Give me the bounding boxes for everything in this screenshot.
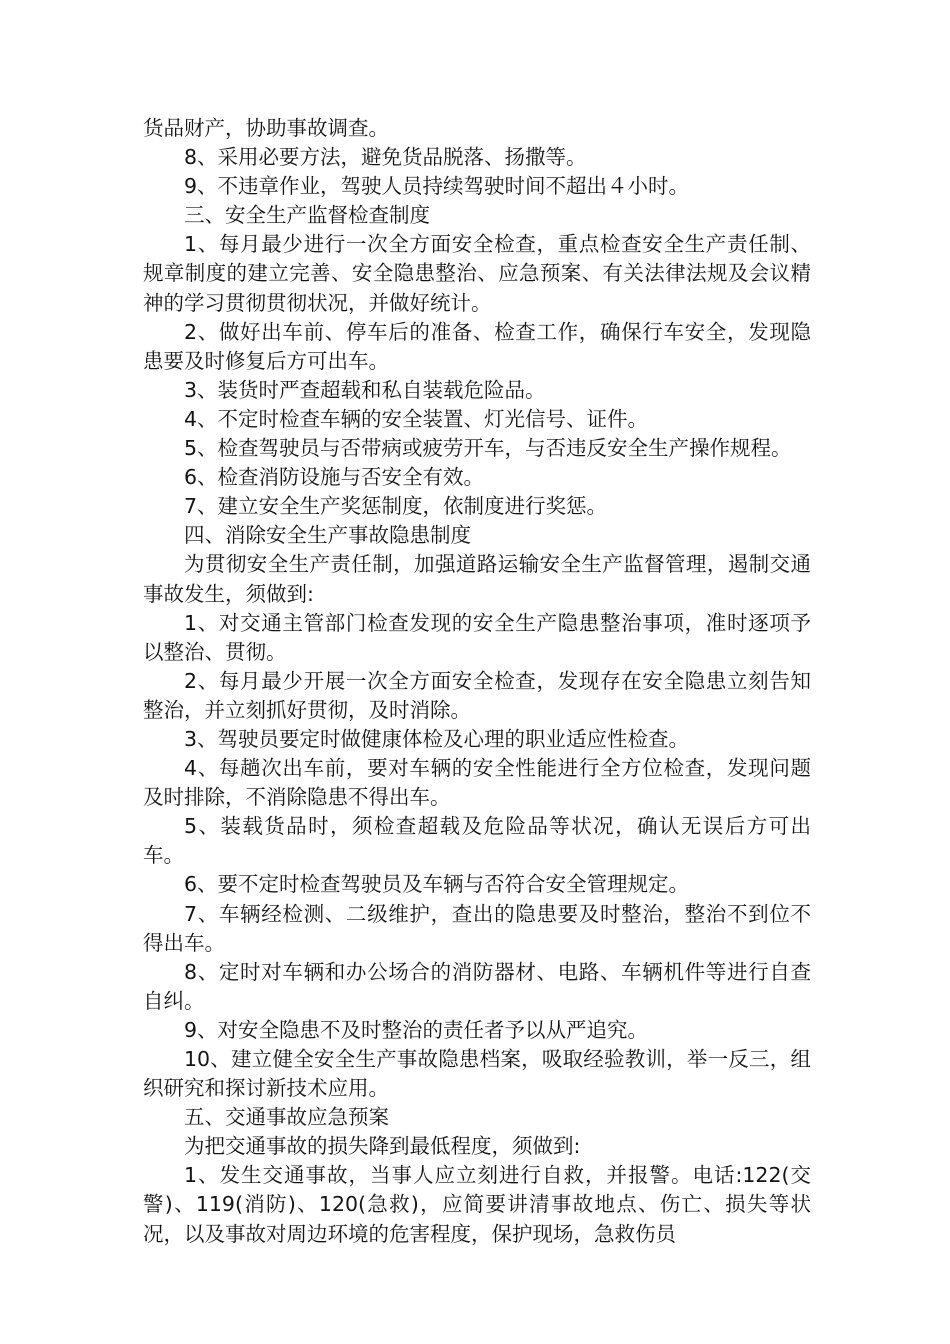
paragraph: 8、采用必要方法，避免货品脱落、扬撒等。 xyxy=(184,145,587,170)
paragraph: 5、装载货品时，须检查超载及危险品等状况，确认无误后方可出车。 xyxy=(143,814,811,868)
paragraph: 为把交通事故的损失降到最低程度，须做到: xyxy=(184,1134,581,1159)
paragraph: 10、建立健全安全生产事故隐患档案，吸取经验教训，举一反三，组织研究和探讨新技术应用。 xyxy=(143,1047,811,1101)
paragraph: 2、做好出车前、停车后的准备、检查工作，确保行车安全，发现隐患要及时修复后方可出车。 xyxy=(143,319,811,373)
paragraph: 6、检查消防设施与否安全有效。 xyxy=(184,465,485,490)
section-heading: 五、交通事故应急预案 xyxy=(184,1105,389,1130)
paragraph: 7、建立安全生产奖惩制度，依制度进行奖惩。 xyxy=(184,494,608,519)
paragraph: 3、驾驶员要定时做健康体检及心理的职业适应性检查。 xyxy=(184,726,690,751)
paragraph: 1、发生交通事故，当事人应立刻进行自救，并报警。电话:122(交警)、119(消防)、120(急救)，应简要讲清事故地点、伤亡、损失等状况，以及事故对周边环境的危害程度，保护现场，急救伤员 xyxy=(143,1163,811,1246)
paragraph: 3、装货时严查超载和私自装载危险品。 xyxy=(184,377,546,402)
paragraph: 4、每趟次出车前，要对车辆的安全性能进行全方位检查，发现问题及时排除，不消除隐患不得出车。 xyxy=(143,756,811,810)
paragraph: 9、对安全隐患不及时整治的责任者予以从严追究。 xyxy=(184,1017,649,1042)
document-body xyxy=(143,114,811,1249)
paragraph: 8、定时对车辆和办公场合的消防器材、电路、车辆机件等进行自查自纠。 xyxy=(143,959,811,1013)
paragraph: 9、不违章作业，驾驶人员持续驾驶时间不超出４小时。 xyxy=(184,174,690,199)
paragraph: 1、对交通主管部门检查发现的安全生产隐患整治事项，准时逐项予以整治、贯彻。 xyxy=(143,610,811,664)
section-heading: 三、安全生产监督检查制度 xyxy=(184,203,430,228)
paragraph: 2、每月最少开展一次全方面安全检查，发现存在安全隐患立刻告知整治，并立刻抓好贯彻，及时消除。 xyxy=(143,668,811,722)
paragraph: 1、每月最少进行一次全方面安全检查，重点检查安全生产责任制、规章制度的建立完善、安全隐患整治、应急预案、有关法律法规及会议精神的学习贯彻贯彻状况，并做好统计。 xyxy=(143,232,811,315)
paragraph: 7、车辆经检测、二级维护，查出的隐患要及时整治，整治不到位不得出车。 xyxy=(143,901,811,955)
paragraph: 为贯彻安全生产责任制，加强道路运输安全生产监督管理，遏制交通事故发生，须做到: xyxy=(143,552,811,606)
paragraph: 货品财产，协助事故调查。 xyxy=(143,116,389,140)
section-heading: 四、消除安全生产事故隐患制度 xyxy=(184,523,471,548)
paragraph: 4、不定时检查车辆的安全装置、灯光信号、证件。 xyxy=(184,406,649,431)
paragraph: 6、要不定时检查驾驶员及车辆与否符合安全管理规定。 xyxy=(184,872,690,897)
paragraph: 5、检查驾驶员与否带病或疲劳开车，与否违反安全生产操作规程。 xyxy=(184,436,792,461)
